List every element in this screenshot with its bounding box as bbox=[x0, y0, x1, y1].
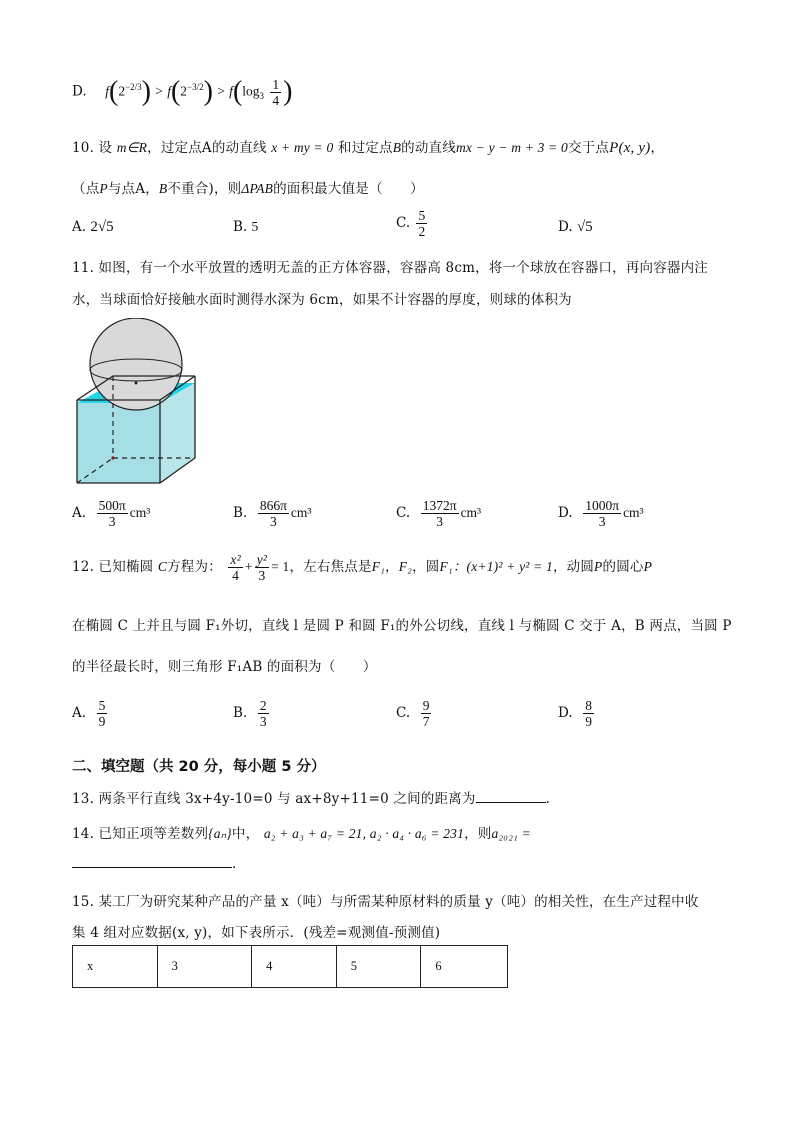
q9-gt1: > bbox=[155, 83, 163, 99]
q9-logbase: 3 bbox=[259, 91, 265, 102]
q10-option-c[interactable]: C. $\frac{5}{2}$ bbox=[396, 208, 426, 239]
q9-frac: $\frac{1}{4}$ bbox=[272, 76, 280, 108]
q12-option-a[interactable]: A. $\frac{5}{9}$ bbox=[72, 698, 106, 729]
table-cell: 4 bbox=[252, 946, 337, 988]
q10-option-d[interactable]: D. √5 bbox=[558, 219, 593, 235]
table-cell: 6 bbox=[421, 946, 508, 988]
q14-line2: . bbox=[72, 856, 237, 872]
q11-option-b[interactable]: B. $\frac{866\pi}{3}$ cm³ bbox=[233, 498, 312, 529]
q9-f1: f bbox=[105, 83, 109, 99]
q12-line3: 的半径最长时，则三角形 F₁AB 的面积为（ ） bbox=[72, 659, 377, 675]
q12-line2: 在椭圆 C 上并且与圆 F₁外切，直线 l 是圆 P 和圆 F₁的外公切线，直线 l 与椭圆 C 交于 A，B 两点，当圆 P bbox=[72, 618, 732, 634]
q12-option-c[interactable]: C. $\frac{9}{7}$ bbox=[396, 698, 430, 729]
q12-option-b[interactable]: B. $\frac{2}{3}$ bbox=[233, 698, 267, 729]
q14-answer-blank[interactable] bbox=[72, 867, 232, 868]
q9-base2: 2 bbox=[180, 83, 188, 99]
q11-line2: 水，当球面恰好接触水面时测得水深为 6cm，如果不计容器的厚度，则球的体积为 bbox=[72, 292, 572, 308]
q11-line1: 11. 如图，有一个水平放置的透明无盖的正方体容器，容器高 8cm，将一个球放在容器口，再向容器内注 bbox=[72, 260, 709, 276]
q10-option-b[interactable]: B. 5 bbox=[233, 219, 259, 235]
section-title: 二、填空题（共 20 分，每小题 5 分） bbox=[72, 759, 326, 775]
q13-answer-blank[interactable] bbox=[476, 802, 546, 803]
q12-line1: 12. 已知椭圆 C方程为： $\frac{\text{x²}}{4}$ + $\frac{\text{y²}}{3}$ = 1，左右焦点是F₁，F₂，圆F₁：(x+1)² + y² = 1，动圆P的圆心P bbox=[72, 552, 653, 583]
q13-line: 13. 两条平行直线 3x+4y-10=0 与 ax+8y+11=0 之间的距离为 . bbox=[72, 791, 551, 807]
q11-option-c[interactable]: C. $\frac{1372\pi}{3}$ cm³ bbox=[396, 498, 482, 529]
q14-line1: 14. 已知正项等差数列{aₙ}中， a₂ + a₃ + a₇ = 21, a₂ · a₄ · a₆ = 231，则a₂₀₂₁ = bbox=[72, 826, 531, 842]
q11-option-a[interactable]: A. $\frac{500\pi}{3}$ cm³ bbox=[72, 498, 151, 529]
cube-sphere-figure bbox=[70, 318, 202, 490]
q9-log: log bbox=[242, 83, 260, 99]
q9-option-d: D. $f(2^{-2/3}) > f(2^{-3/2}) > f(\log_3$ $\frac{1}{4}$ ) bbox=[72, 76, 293, 108]
water-front-face bbox=[77, 403, 160, 483]
table-cell: 3 bbox=[157, 946, 252, 988]
q9-f3: f bbox=[229, 83, 233, 99]
q15-line1: 15. 某工厂为研究某种产品的产量 x（吨）与所需某种原材料的质量 y（吨）的相关性，在生产过程中收 bbox=[72, 894, 699, 910]
q10-option-a[interactable]: A. 2√5 bbox=[72, 219, 114, 235]
q9-option-d-label: D. bbox=[72, 83, 87, 100]
q9-exp1: −2/3 bbox=[125, 82, 142, 92]
table-cell: 5 bbox=[336, 946, 421, 988]
q10-line2: （点P与点A，B不重合)，则ΔPAB的面积最大值是（ ） bbox=[72, 181, 424, 197]
table-cell-x-header: x bbox=[73, 946, 158, 988]
q9-gt2: > bbox=[217, 83, 225, 99]
q12-option-d[interactable]: D. $\frac{8}{9}$ bbox=[558, 698, 592, 729]
table-row bbox=[73, 946, 508, 988]
q9-base1: 2 bbox=[118, 83, 126, 99]
q9-f2: f bbox=[167, 83, 171, 99]
q11-option-d[interactable]: D. $\frac{1000\pi}{3}$ cm³ bbox=[558, 498, 644, 529]
q15-data-table bbox=[72, 945, 508, 988]
sphere bbox=[90, 318, 182, 410]
q9-exp2: −3/2 bbox=[187, 82, 204, 92]
q15-line2: 集 4 组对应数据(x, y)，如下表所示．(残差=观测值-预测值) bbox=[72, 925, 441, 941]
q10-line1: 10. 设 m∈R，过定点A的动直线 x + my = 0 和过定点B的动直线mx − y − m + 3 = 0交于点P(x, y)， bbox=[72, 140, 665, 156]
